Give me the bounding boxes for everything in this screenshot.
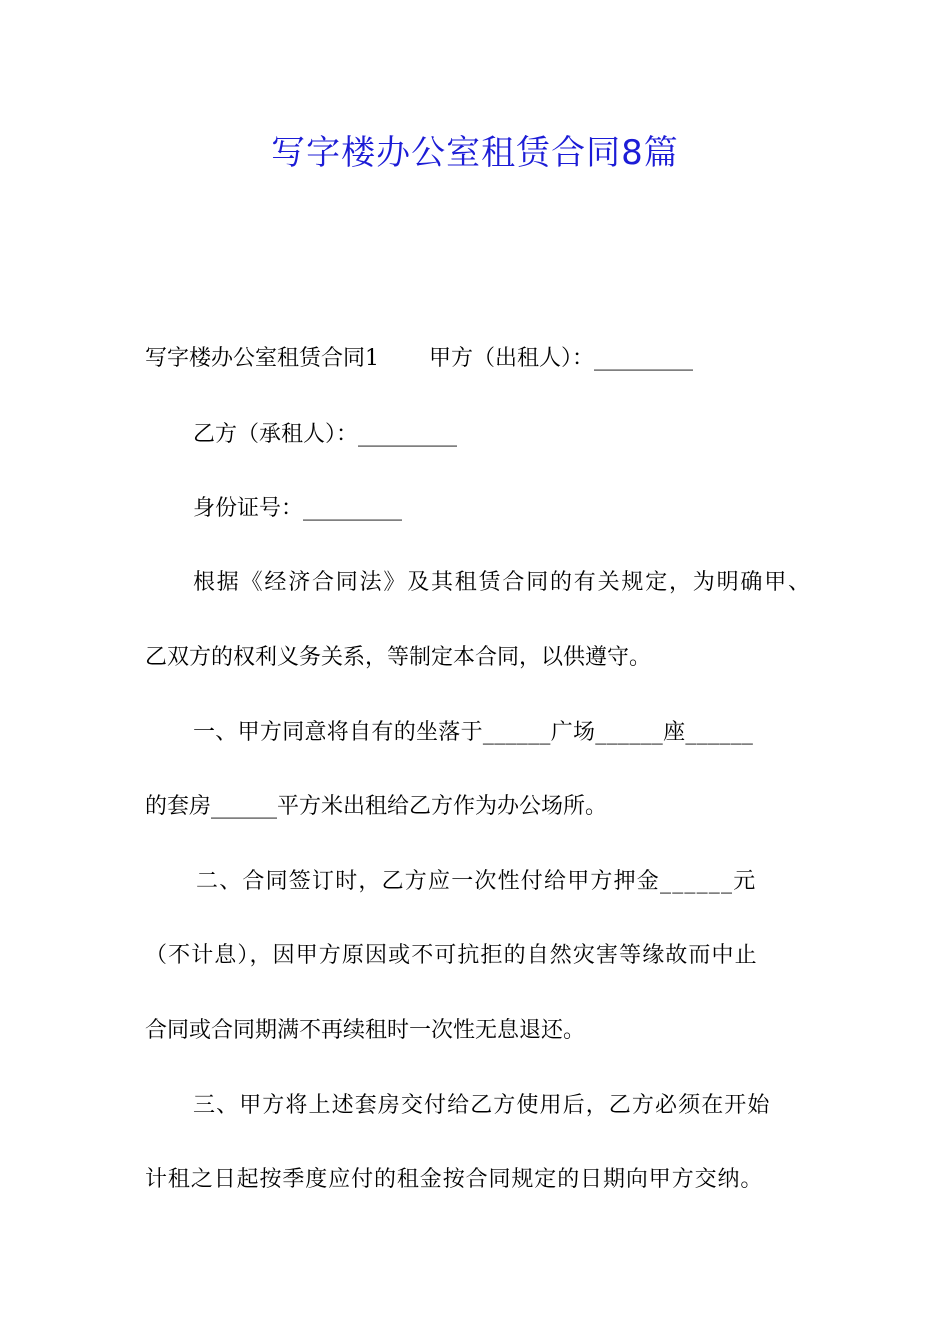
document-title: 写字楼办公室租赁合同8篇: [271, 133, 679, 173]
clause-1-line: 的套房______平方米出租给乙方作为办公场所。: [145, 794, 608, 819]
clause-2-line: （不计息），因甲方原因或不可抗拒的自然灾害等缘故而中止: [145, 943, 758, 968]
party-a-field: 甲方（出租人）：_________: [429, 346, 694, 371]
contract-heading-line: [145, 344, 693, 374]
contract-subtitle: 写字楼办公室租赁合同1: [145, 346, 379, 371]
clause-3-line: 计租之日起按季度应付的租金按合同规定的日期向甲方交纳。: [145, 1167, 764, 1192]
clause-1-line: 一、甲方同意将自有的坐落于______广场______座______: [193, 720, 754, 745]
paragraph-line: 根据《经济合同法》及其租赁合同的有关规定，为明确甲、: [193, 570, 812, 595]
clause-2-line: 二、合同签订时，乙方应一次性付给甲方押金______元: [196, 869, 757, 894]
clause-2-line: 合同或合同期满不再续租时一次性无息退还。: [145, 1018, 586, 1043]
clause-3-line: 三、甲方将上述套房交付给乙方使用后，乙方必须在开始: [193, 1093, 771, 1118]
party-b-field: 乙方（承租人）：_________: [193, 422, 458, 447]
id-number-field: 身份证号：_________: [193, 496, 403, 521]
paragraph-line: 乙双方的权利义务关系，等制定本合同，以供遵守。: [145, 645, 652, 670]
